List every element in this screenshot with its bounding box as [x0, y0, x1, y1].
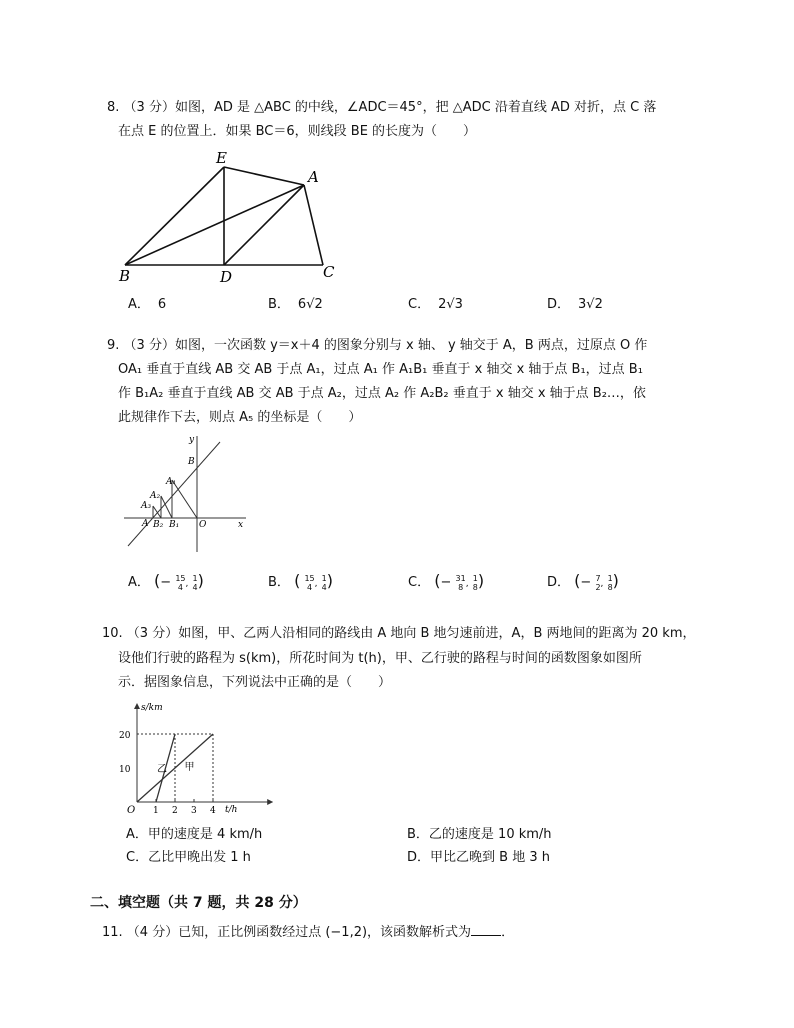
q8-line-1: 8. （3 分）如图，AD 是 △ABC 的中线，∠ADC＝45°，把 △ADC 沿着直线 AD 对折，点 C 落 [107, 100, 657, 115]
q9-label-b: B [188, 457, 195, 467]
q11-answer-blank[interactable] [471, 923, 501, 936]
q9-line-2: OA₁ 垂直于直线 AB 交 AB 于点 A₁，过点 A₁ 作 A₁B₁ 垂直于 x 轴交 x 轴于点 B₁，过点 B₁ [118, 362, 643, 377]
series-label-yi: 乙 [156, 764, 167, 775]
q8-option-c[interactable]: C． 2√3 [408, 297, 463, 312]
q8-label-d: D [220, 268, 233, 286]
y-axis-label: s/km [141, 703, 163, 713]
origin-label: O [127, 805, 136, 816]
section-heading: 二、填空题（共 7 题，共 28 分） [90, 895, 307, 911]
q9-label-b2: B₂ [153, 520, 164, 530]
q10-chart [115, 698, 275, 816]
q10-option-d[interactable]: D．甲比乙晚到 B 地 3 h [407, 850, 550, 865]
q8-figure [110, 148, 350, 286]
q9-option-b[interactable]: B． ( 15 4 , 1 4 ) [268, 571, 333, 592]
series-label-jia: 甲 [184, 762, 195, 773]
x-tick-label: 4 [210, 806, 216, 816]
q10-line-3: 示．据图象信息，下列说法中正确的是（ ） [118, 675, 392, 690]
q9-line-1: 9. （3 分）如图，一次函数 y＝x＋4 的图象分别与 x 轴、 y 轴交于 A，B 两点，过原点 O 作 [107, 338, 648, 353]
q9-line-4: 此规律作下去，则点 A₅ 的坐标是（ ） [118, 410, 362, 425]
q9-label-a3: A₃ [141, 501, 152, 511]
q8-label-c: C [323, 263, 335, 281]
q9-line-3: 作 B₁A₂ 垂直于直线 AB 交 AB 于点 A₂，过点 A₂ 作 A₂B₂ 垂直于 x 轴交 x 轴于点 B₂…，依 [118, 386, 646, 401]
q11-line: 11. （4 分）已知，正比例函数经过点 (−1,2)，该函数解析式为 ． [102, 925, 515, 940]
q9-option-c[interactable]: C． (− 31 8 , 1 8 ) [408, 571, 485, 592]
q8-label-a: A [308, 168, 319, 186]
x-axis-label: t/h [225, 805, 238, 815]
y-tick-label: 10 [119, 765, 131, 775]
q10-option-b[interactable]: B．乙的速度是 10 km/h [407, 827, 552, 842]
q8-label-b: B [119, 267, 131, 285]
q9-option-d[interactable]: D． (− 7 2 , 1 8 ) [547, 571, 619, 592]
y-tick-label: 20 [119, 731, 131, 741]
q9-figure [120, 432, 250, 554]
q10-line-2: 设他们行驶的路程为 s(km)，所花时间为 t(h)，甲、乙行驶的路程与时间的函数图象如图所 [118, 651, 642, 666]
q9-label-b1: B₁ [169, 520, 180, 530]
q9-label-a2: A₂ [150, 491, 161, 501]
q10-option-c[interactable]: C．乙比甲晚出发 1 h [126, 850, 251, 865]
x-tick-label: 1 [153, 806, 159, 816]
q8-line-2: 在点 E 的位置上．如果 BC＝6，则线段 BE 的长度为（ ） [118, 124, 477, 139]
x-tick-label: 2 [172, 806, 178, 816]
q9-label-y: y [189, 435, 195, 445]
q9-label-x: x [238, 520, 244, 530]
q8-option-b[interactable]: B． 6√2 [268, 297, 323, 312]
q8-option-d[interactable]: D． 3√2 [547, 297, 603, 312]
q9-label-a: A [142, 519, 149, 529]
q10-line-1: 10. （3 分）如图，甲、乙两人沿相同的路线由 A 地向 B 地匀速前进，A，B 两地间的距离为 20 km， [102, 626, 696, 641]
q9-label-a1: A₁ [166, 477, 177, 487]
x-tick-label: 3 [191, 806, 197, 816]
q9-label-o: O [199, 520, 207, 530]
q8-label-e: E [216, 149, 227, 167]
q9-option-a[interactable]: A． (− 15 4 , 1 4 ) [128, 571, 204, 592]
q10-option-a[interactable]: A．甲的速度是 4 km/h [126, 827, 263, 842]
q8-option-a[interactable]: A． 6 [128, 297, 167, 312]
